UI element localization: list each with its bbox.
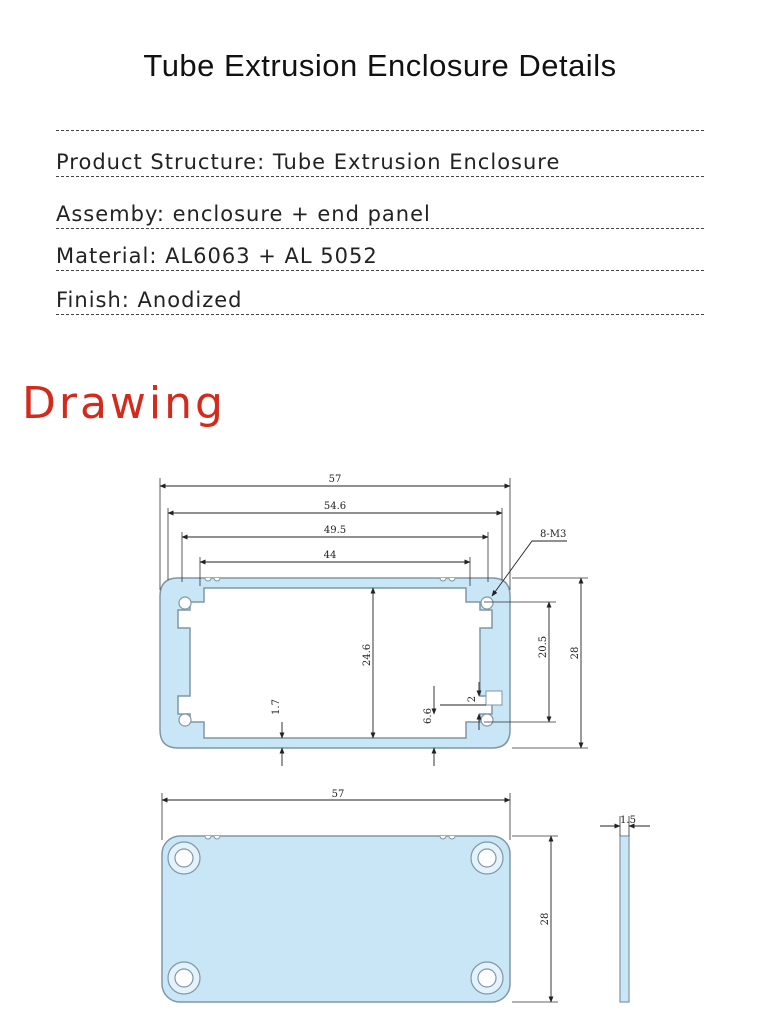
spec-value: Anodized [137, 288, 243, 312]
spec-label: Assemby: [56, 202, 165, 226]
spec-value: Tube Extrusion Enclosure [272, 150, 561, 174]
dim-width-57: 57 [328, 474, 342, 485]
dimension-labels [271, 474, 581, 724]
dim-slot: 6.6 [423, 708, 434, 724]
dim-panel-width: 57 [331, 789, 345, 800]
drawing-heading: Drawing [22, 378, 226, 429]
dim-outer-height: 28 [570, 646, 581, 660]
page-title: Tube Extrusion Enclosure Details [143, 48, 617, 83]
spec-value: AL6063 + AL 5052 [165, 244, 378, 268]
spec-label: Finish: [56, 288, 130, 312]
end-panel [162, 836, 510, 1002]
mounting-hole [471, 962, 503, 994]
mounting-hole [471, 842, 503, 874]
dim-mid-height: 20.5 [538, 635, 549, 659]
dim-panel-height: 28 [540, 912, 551, 926]
end-panel-side-view [600, 815, 650, 1002]
dim-width-44: 44 [323, 550, 337, 561]
spec-label: Material: [56, 244, 158, 268]
dim-rib: 2 [467, 695, 478, 703]
mounting-hole [168, 962, 200, 994]
dim-width-54-6: 54.6 [323, 501, 347, 512]
dim-screw-8-m3: 8-M3 [540, 529, 567, 540]
dim-width-49-5: 49.5 [323, 525, 347, 536]
dimension-lines [160, 486, 581, 766]
enclosure-profile [160, 578, 510, 748]
spec-label: Product Structure: [56, 150, 266, 174]
mounting-hole [168, 842, 200, 874]
dim-wall-thickness: 1.7 [271, 699, 282, 715]
dim-panel-thickness: 1.5 [620, 815, 636, 826]
spec-value: enclosure + end panel [172, 202, 431, 226]
dim-inner-height: 24.6 [362, 643, 373, 667]
